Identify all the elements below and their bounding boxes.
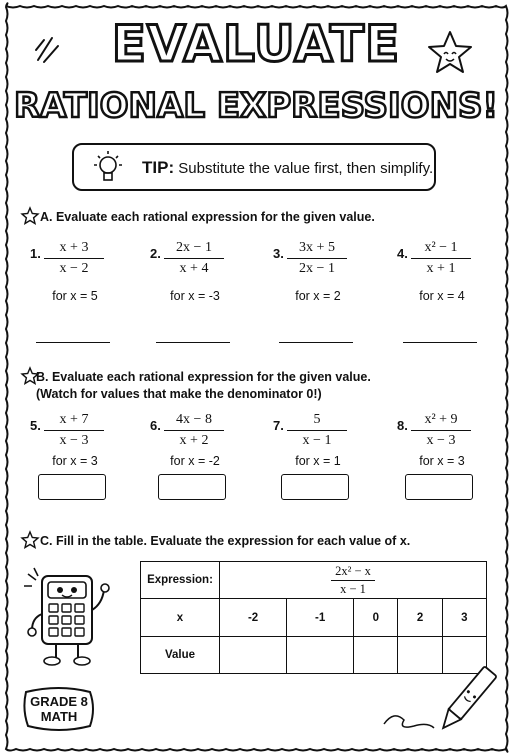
answer-box[interactable] [158,474,226,500]
evaluation-table [140,561,487,674]
rational-expression: $\frac{\text{x² − 1}}{x + 1}$ [411,240,471,277]
x-value-cell: 2 [398,599,442,637]
given-value: for x = 5 [52,289,98,303]
x-label: x [141,599,220,637]
given-value: for x = 3 [419,454,465,468]
rational-expression: $\frac{3x + 5}{2x - 1}$ [287,240,347,277]
value-answer-cell[interactable] [287,637,354,674]
answer-line[interactable] [279,341,353,343]
answer-box[interactable] [281,474,349,500]
calculator-mascot-icon [20,564,120,674]
problem-number: 6. [150,418,161,433]
expression-label: Expression: [141,562,220,599]
answer-box[interactable] [405,474,473,500]
tip-text: TIP: Substitute the value first, then simplify. [142,158,434,177]
expression-fraction: $\frac{\text{2x² − x}}{x - 1}$ [331,564,375,597]
x-value-cell: -1 [287,599,354,637]
rational-expression: $\frac{5}{x - 1}$ [287,412,347,449]
given-value: for x = 2 [295,289,341,303]
rational-expression: $\frac{2x - 1}{x + 4}$ [164,240,224,277]
rational-expression: $\frac{\text{x² + 9}}{x - 3}$ [411,412,471,449]
problem-number: 2. [150,246,161,261]
star-icon [20,206,40,226]
answer-line[interactable] [156,341,230,343]
value-answer-cell[interactable] [220,637,287,674]
x-value-cell: -2 [220,599,287,637]
value-answer-cell[interactable] [354,637,398,674]
value-label: Value [141,637,220,674]
problem-number: 8. [397,418,408,433]
x-value-cell: 3 [442,599,486,637]
grade-badge-text: GRADE 8 MATH [30,694,88,724]
expression-cell [220,562,487,599]
given-value: for x = -2 [170,454,220,468]
given-value: for x = -3 [170,289,220,303]
given-value: for x = 1 [295,454,341,468]
rational-expression: $\frac{4x - 8}{x + 2}$ [164,412,224,449]
given-value: for x = 4 [419,289,465,303]
problem-number: 7. [273,418,284,433]
problem-number: 4. [397,246,408,261]
pencil-icon [430,662,500,742]
section-c-heading: C. Fill in the table. Evaluate the expression for each value of x. [40,534,411,548]
problem-number: 1. [30,246,41,261]
answer-box[interactable] [38,474,106,500]
section-b-heading: B. Evaluate each rational expression for the given value. [36,370,371,384]
problem-number: 5. [30,418,41,433]
rational-expression: $\frac{x + 7}{x - 3}$ [44,412,104,449]
page-title: EVALUATE [111,15,401,73]
lightbulb-icon [88,149,128,187]
section-b-subheading: (Watch for values that make the denominator 0!) [36,387,322,401]
answer-line[interactable] [36,341,110,343]
tip-box [72,143,436,191]
section-a-heading: A. Evaluate each rational expression for the given value. [40,210,375,224]
star-icon [20,530,40,550]
problem-number: 3. [273,246,284,261]
given-value: for x = 3 [52,454,98,468]
page-subtitle: RATIONAL EXPRESSIONS! [13,86,499,126]
x-value-cell: 0 [354,599,398,637]
answer-line[interactable] [403,341,477,343]
rational-expression: $\frac{x + 3}{x - 2}$ [44,240,104,277]
swirl-decoration-icon [380,704,440,734]
